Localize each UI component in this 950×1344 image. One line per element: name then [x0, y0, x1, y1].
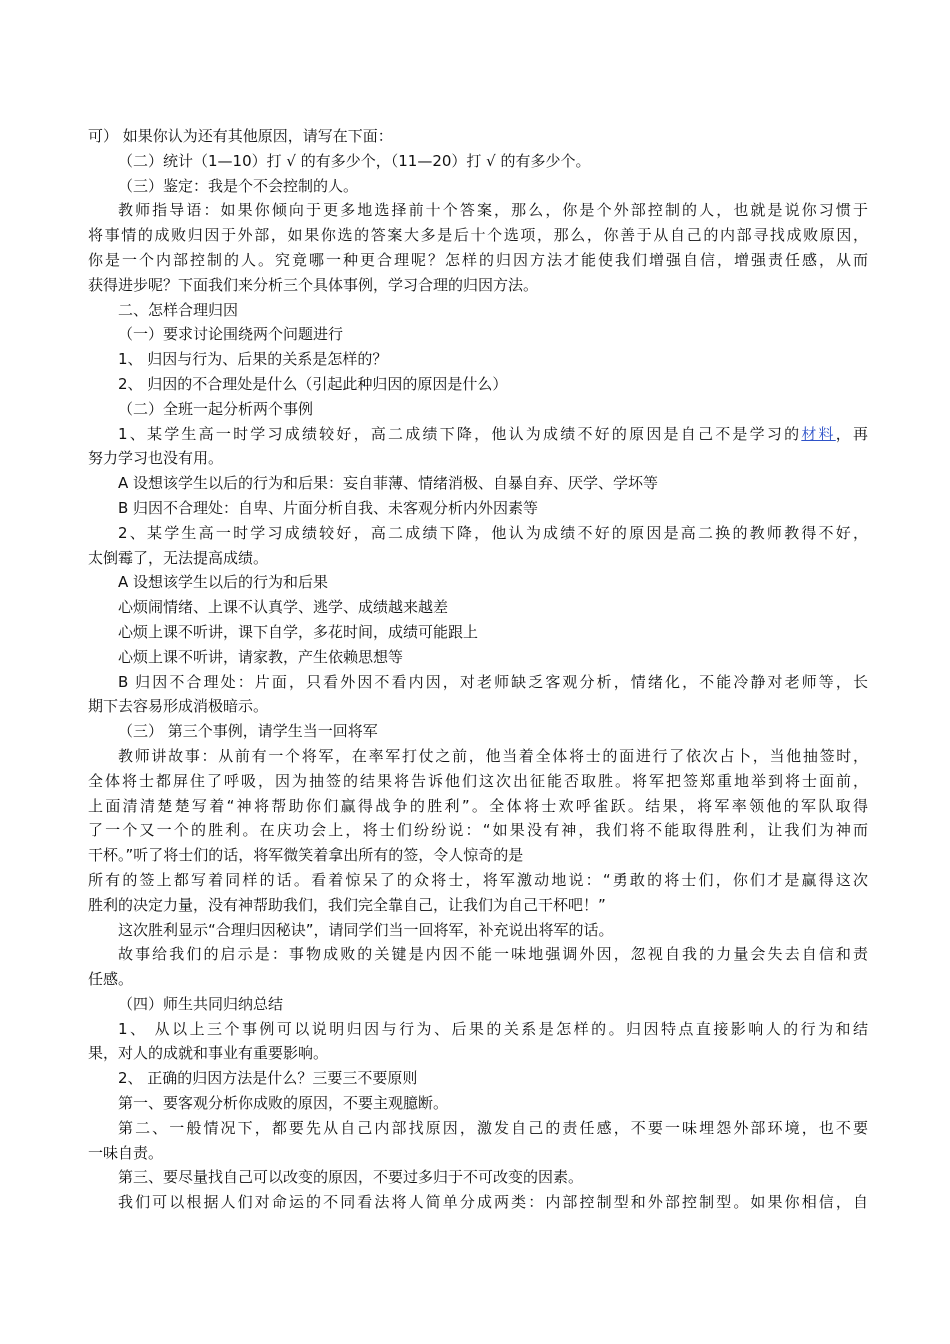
- text-line: 可） 如果你认为还有其他原因，请写在下面：: [88, 127, 393, 145]
- document-body: [88, 124, 868, 1215]
- paragraph-line: 全体将士都屏住了呼吸，因为抽签的结果将告诉他们这次出征能否取胜。将军把签郑重地举到将士面前，: [88, 771, 868, 790]
- paragraph-line: [88, 422, 868, 447]
- paragraph-line: 第二、一般情况下，都要先从自己内部找原因，激发自己的责任感，不要一味埋怨外部环境，也不要: [118, 1118, 868, 1137]
- text-line: 心烦闹情绪、上课不认真学、逃学、成绩越来越差: [118, 598, 449, 617]
- text-line: 第一、要客观分析你成败的原因，不要主观臆断。: [118, 1094, 449, 1113]
- paragraph-line: 所有的签上都写着同样的话。看着惊呆了的众将士，将军激动地说：“勇敢的将士们，你们才是赢得这次: [88, 870, 868, 889]
- text-line: 心烦上课不听讲，课下自学，多花时间，成绩可能跟上: [118, 622, 479, 641]
- paragraph-line: 胜利的决定力量，没有神帮助我们，我们完全靠自己，让我们为自己干杯吧！”: [88, 895, 606, 914]
- paragraph-line: 任感。: [88, 970, 134, 989]
- subsection-heading: （三） 第三个事例，请学生当一回将军: [118, 722, 378, 741]
- paragraph-line: 努力学习也没有用。: [88, 449, 224, 468]
- paragraph-line: 上面清清楚楚写着“神将帮助你们赢得战争的胜利”。全体将士欢呼雀跃。结果，将军率领他的军队取得: [88, 796, 868, 815]
- section-heading: 二、怎样合理归因: [118, 300, 239, 319]
- paragraph-line: 获得进步呢？下面我们来分析三个具体事例，学习合理的归因方法。: [88, 275, 539, 294]
- list-item: 2、 归因的不合理处是什么（引起此种归因的原因是什么）: [118, 374, 508, 393]
- text-line: A 设想该学生以后的行为和后果: [118, 573, 329, 592]
- text-line: 这次胜利显示“合理归因秘诀”，请同学们当一回将军，补充说出将军的话。: [118, 920, 614, 939]
- paragraph-line: 期下去容易形成消极暗示。: [88, 697, 269, 716]
- paragraph-line: 1、 从以上三个事例可以说明归因与行为、后果的关系是怎样的。归因特点直接影响人的行为和结: [118, 1019, 868, 1038]
- paragraph-line: 太倒霉了，无法提高成绩。: [88, 548, 269, 567]
- paragraph-line: 教师讲故事：从前有一个将军，在率军打仗之前，他当着全体将士的面进行了依次占卜，当他抽签时，: [118, 746, 868, 765]
- text-line: （三）鉴定：我是个不会控制的人。: [118, 176, 359, 195]
- material-link[interactable]: 材料: [801, 424, 836, 443]
- example-text: 1、某学生高一时学习成绩较好，高二成绩下降，他认为成绩不好的原因是自己不是学习的: [118, 424, 802, 443]
- list-item: 2、 正确的归因方法是什么？三要三不要原则: [118, 1069, 418, 1088]
- example-text-end: ，再: [835, 424, 868, 443]
- paragraph-line: B 归因不合理处：片面，只看外因不看内因，对老师缺乏客观分析，情绪化，不能冷静对老师等，长: [118, 672, 868, 691]
- paragraph-line: 故事给我们的启示是：事物成败的关键是内因不能一味地强调外因，忽视自我的力量会失去自信和责: [118, 945, 868, 964]
- paragraph-line: 果，对人的成就和事业有重要影响。: [88, 1044, 329, 1063]
- paragraph-line: 一味自责。: [88, 1143, 164, 1162]
- text-line: B 归因不合理处：自卑、片面分析自我、未客观分析内外因素等: [118, 498, 539, 517]
- text-line: （二）统计（1—10）打 √ 的有多少个，（11—20）打 √ 的有多少个。: [118, 151, 591, 170]
- paragraph-line: 了一个又一个的胜利。在庆功会上，将士们纷纷说：“如果没有神，我们将不能取得胜利，让我们为神而: [88, 821, 868, 840]
- paragraph-line: 2、某学生高一时学习成绩较好，高二成绩下降，他认为成绩不好的原因是高二换的教师教得不好，: [118, 523, 868, 542]
- paragraph-line: 你是一个内部控制的人。究竟哪一种更合理呢？怎样的归因方法才能使我们增强自信，增强责任感，从而: [88, 250, 868, 269]
- paragraph-line: 将事情的成败归因于外部，如果你选的答案大多是后十个选项，那么，你善于从自己的内部寻找成败原因，: [88, 226, 868, 245]
- text-line: A 设想该学生以后的行为和后果：妄自菲薄、情绪消极、自暴自弃、厌学、学坏等: [118, 474, 659, 493]
- list-item: 1、 归因与行为、后果的关系是怎样的？: [118, 350, 388, 369]
- subsection-heading: （一）要求讨论围绕两个问题进行: [118, 325, 344, 344]
- paragraph-line: 教师指导语：如果你倾向于更多地选择前十个答案，那么，你是个外部控制的人，也就是说你习惯于: [118, 201, 868, 220]
- subsection-heading: （四）师生共同归纳总结: [118, 994, 284, 1013]
- text-line: 心烦上课不听讲，请家教，产生依赖思想等: [118, 647, 404, 666]
- paragraph-line: 干杯。”听了将士们的话，将军微笑着拿出所有的签，令人惊奇的是: [88, 846, 524, 865]
- paragraph-line: 我们可以根据人们对命运的不同看法将人简单分成两类：内部控制型和外部控制型。如果你相信，自: [118, 1193, 868, 1212]
- text-line: 第三、要尽量找自己可以改变的原因，不要过多归于不可改变的因素。: [118, 1168, 584, 1187]
- subsection-heading: （二）全班一起分析两个事例: [118, 399, 314, 418]
